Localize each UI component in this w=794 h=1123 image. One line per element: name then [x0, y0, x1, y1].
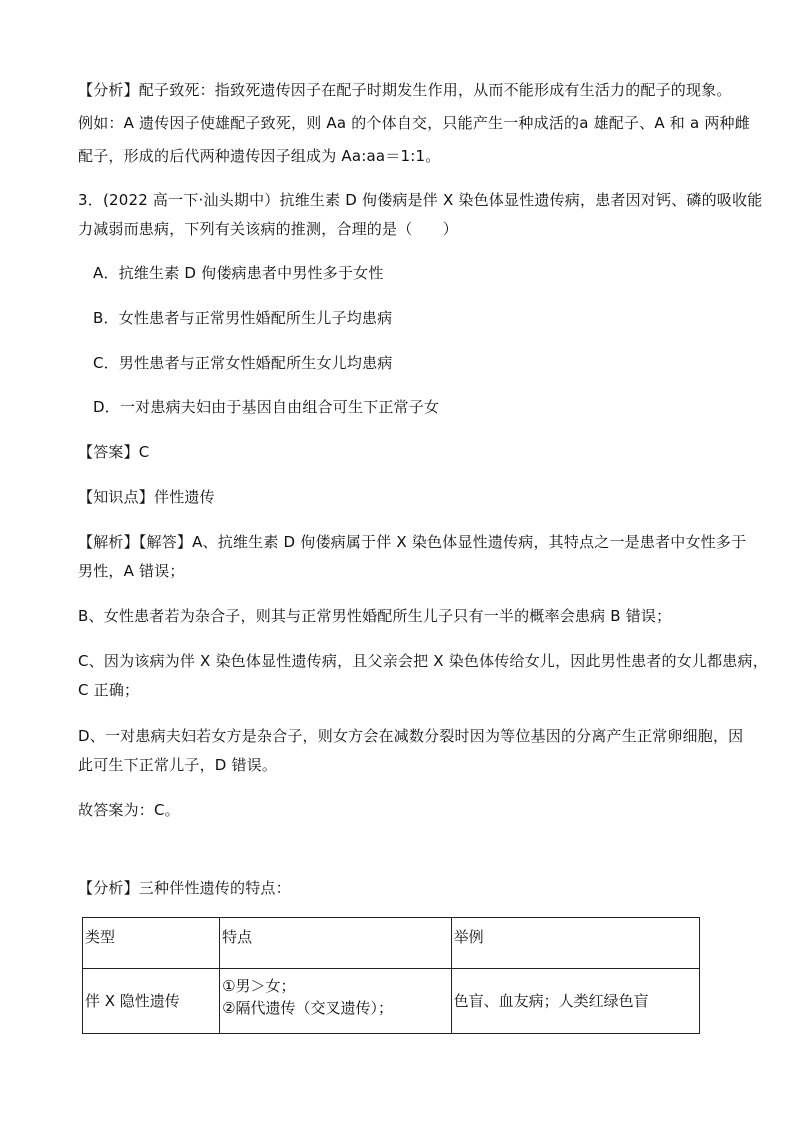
table-header-row [83, 918, 700, 969]
cell-type: 伴 X 隐性遗传 [83, 969, 220, 1034]
cell-example: 色盲、血友病；人类红绿色盲 [451, 969, 699, 1034]
question-stem-line-2: 力减弱而患病，下列有关该病的推测，合理的是（ ） [78, 220, 459, 238]
answer: 【答案】C [78, 443, 150, 461]
option-d: D．一对患病夫妇由于基因自由组合可生下正常子女 [93, 398, 440, 416]
question-stem-line-1: 3．(2022 高一下·汕头期中）抗维生素 D 佝偻病是伴 X 染色体显性遗传病，患者因对钙、磷的吸收能 [78, 191, 763, 209]
final-answer: 故答案为：C。 [78, 801, 180, 819]
cell-features [220, 969, 452, 1034]
table-row [83, 969, 700, 1034]
explanation-d-line-2: 此可生下正常儿子，D 错误。 [78, 756, 278, 774]
explanation-c-line-2: C 正确； [78, 681, 140, 699]
inheritance-table [82, 917, 700, 1034]
header-example: 举例 [451, 918, 699, 969]
analysis-bottom: 【分析】三种伴性遗传的特点： [78, 879, 291, 897]
analysis-line-1: 【分析】配子致死：指致死遗传因子在配子时期发生作用，从而不能形成有生活力的配子的现象。 [78, 81, 732, 99]
header-features: 特点 [220, 918, 452, 969]
feature-1: ①男＞女； [222, 977, 296, 995]
feature-2: ②隔代遗传（交叉遗传）； [222, 999, 394, 1017]
option-c: C．男性患者与正常女性婚配所生女儿均患病 [93, 354, 393, 372]
explanation-a-line-2: 男性，A 错误； [78, 562, 185, 580]
explanation-b: B、女性患者若为杂合子，则其与正常男性婚配所生儿子只有一半的概率会患病 B 错误； [78, 607, 672, 625]
option-b: B．女性患者与正常男性婚配所生儿子均患病 [93, 309, 393, 327]
knowledge-point: 【知识点】伴性遗传 [78, 488, 215, 506]
analysis-line-2: 例如：A 遗传因子使雄配子致死，则 Aa 的个体自交，只能产生一种成活的a 雄配子、A 和 a 两种雌 [78, 114, 750, 132]
header-type: 类型 [83, 918, 220, 969]
option-a: A．抗维生素 D 佝偻病患者中男性多于女性 [93, 264, 384, 282]
explanation-a-line-1: 【解析】【解答】A、抗维生素 D 佝偻病属于伴 X 染色体显性遗传病，其特点之一是患者中女性多于 [78, 533, 747, 551]
analysis-line-3: 配子，形成的后代两种遗传因子组成为 Aa:aa＝1:1。 [78, 147, 441, 165]
explanation-c-line-1: C、因为该病为伴 X 染色体显性遗传病，且父亲会把 X 染色体传给女儿，因此男性患者的女儿都患病， [78, 652, 768, 670]
explanation-d-line-1: D、一对患病夫妇若女方是杂合子，则女方会在减数分裂时因为等位基因的分离产生正常卵细胞，因 [78, 727, 744, 745]
